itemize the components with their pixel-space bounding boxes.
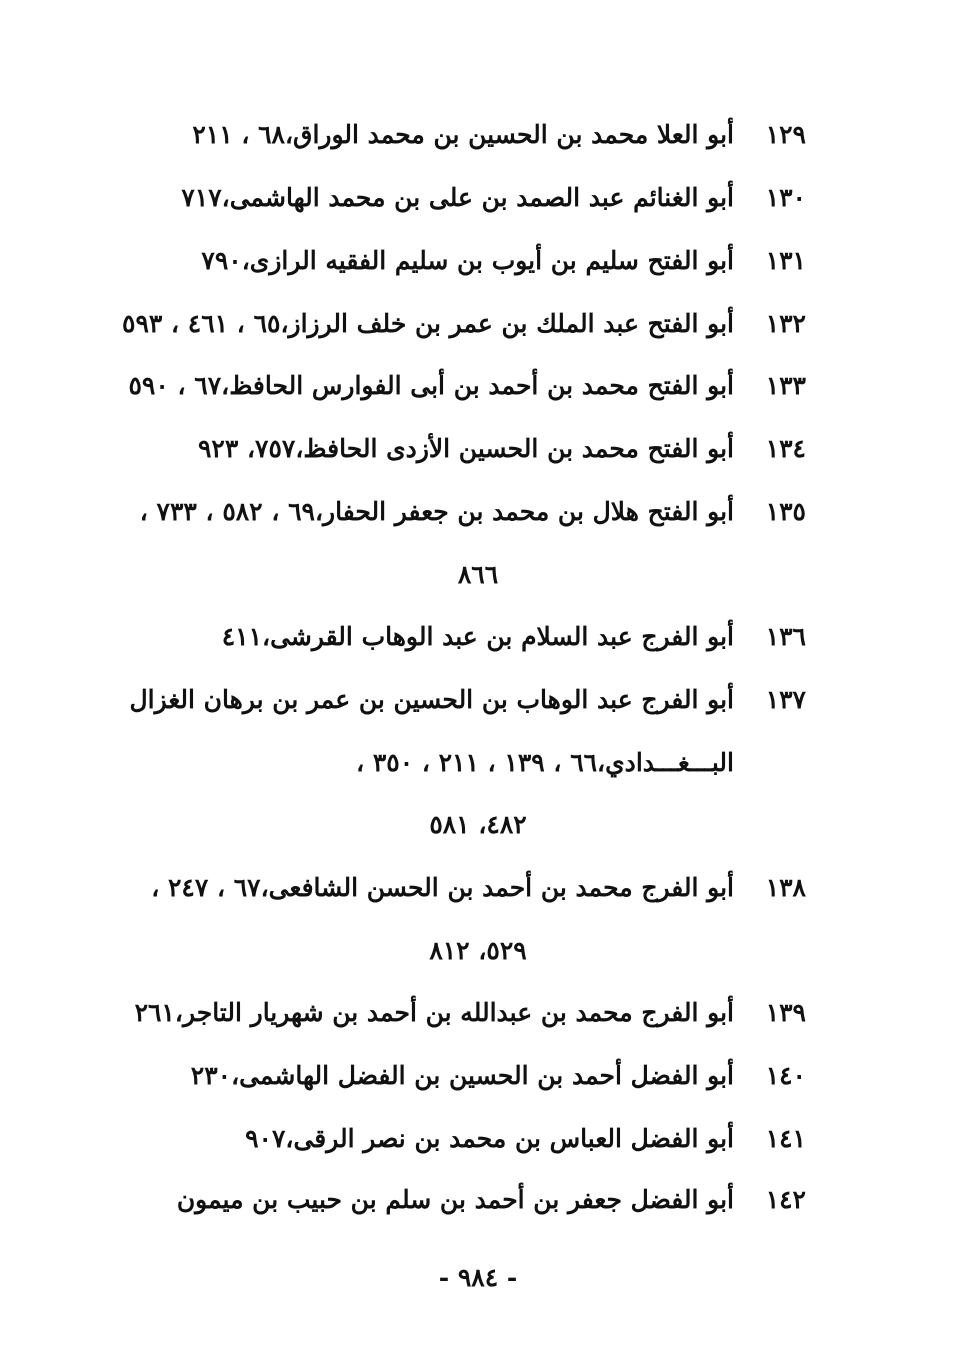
entry-text: أبو الفرج عبد الوهاب بن الحسين بن عمر بن برهان الغزال [129,685,734,714]
entry-continuation-text: ٤٨٢، ٥٨١ [429,810,527,839]
entry-text: أبو الفضل العباس بن محمد بن نصر الرقى،٩٠٧ [245,1124,734,1153]
index-entry-138-continuation [0,931,956,971]
entry-text: أبو الفضل جعفر بن أحمد بن سلم بن حبيب بن ميمون [176,1185,734,1214]
entry-continuation-text: ٥٢٩، ٨١٢ [429,936,527,965]
index-entry-137 [100,680,806,720]
index-entry-140 [100,1056,806,1096]
entry-number: ١٣١ [765,246,806,275]
entry-text: أبو الفتح محمد بن الحسين الأزدى الحافظ،٧٥٧، ٩٢٣ [197,434,734,463]
index-entry-130 [100,178,806,218]
entry-text: أبو الفتح سليم بن أيوب بن سليم الفقيه الرازى،٧٩٠ [201,246,734,275]
entry-number: ١٤١ [765,1124,806,1153]
entry-number: ١٣٩ [765,998,806,1027]
index-entry-141 [100,1119,806,1159]
entry-number: ١٤٢ [765,1185,806,1214]
entry-number: ١٣٣ [765,371,806,400]
index-entry-133 [100,366,806,406]
index-entry-136 [100,617,806,657]
index-entry-129 [100,115,806,155]
index-entry-134 [100,429,806,469]
index-entry-132 [100,304,806,344]
entry-continuation-text: البـــغـــدادي،٦٦ ، ١٣٩ ، ٢١١ ، ٣٥٠ ، [356,748,734,777]
entry-number: ١٣٨ [765,873,806,902]
index-entry-137-line-2 [100,743,806,783]
entry-number: ١٤٠ [765,1061,806,1090]
entry-number: ١٣٤ [765,434,806,463]
entry-number: ١٣٧ [765,685,806,714]
index-entry-137-continuation [0,805,956,845]
entry-text: أبو الفرج محمد بن أحمد بن الحسن الشافعى،٦٧ ، ٢٤٧ ، [151,873,734,902]
index-entry-139 [100,993,806,1033]
entry-continuation-text: ٨٦٦ [457,560,499,589]
index-entry-138 [100,868,806,908]
entry-text: أبو العلا محمد بن الحسين بن محمد الوراق،٦٨ ، ٢١١ [192,120,734,149]
index-entry-131 [100,241,806,281]
entry-text: أبو الفرج عبد السلام بن عبد الوهاب القرشى،٤١١ [221,622,734,651]
entry-text: أبو الغنائم عبد الصمد بن على بن محمد الهاشمى،٧١٧ [181,183,734,212]
entry-text: أبو الفرج محمد بن عبدالله بن أحمد بن شهريار التاجر،٢٦١ [134,998,734,1027]
page-number: - ٩٨٤ - [438,1263,518,1292]
entry-text: أبو الفتح محمد بن أحمد بن أبى الفوارس الحافظ،٦٧ ، ٥٩٠ [128,371,734,400]
index-entry-135 [100,492,806,532]
entry-text: أبو الفتح هلال بن محمد بن جعفر الحفار،٦٩ ، ٥٨٢ ، ٧٣٣ ، [139,497,734,526]
entry-text: أبو الفضل أحمد بن الحسين بن الفضل الهاشمى،٢٣٠ [190,1061,734,1090]
entry-number: ١٢٩ [765,120,806,149]
entry-number: ١٣٢ [765,309,806,338]
entry-number: ١٣٠ [765,183,806,212]
entry-text: أبو الفتح عبد الملك بن عمر بن خلف الرزاز،٦٥ ، ٤٦١ ، ٥٩٣ [122,309,734,338]
entry-number: ١٣٦ [765,622,806,651]
entry-number: ١٣٥ [765,497,806,526]
index-entry-142 [100,1180,806,1220]
index-entry-135-continuation [0,555,956,595]
